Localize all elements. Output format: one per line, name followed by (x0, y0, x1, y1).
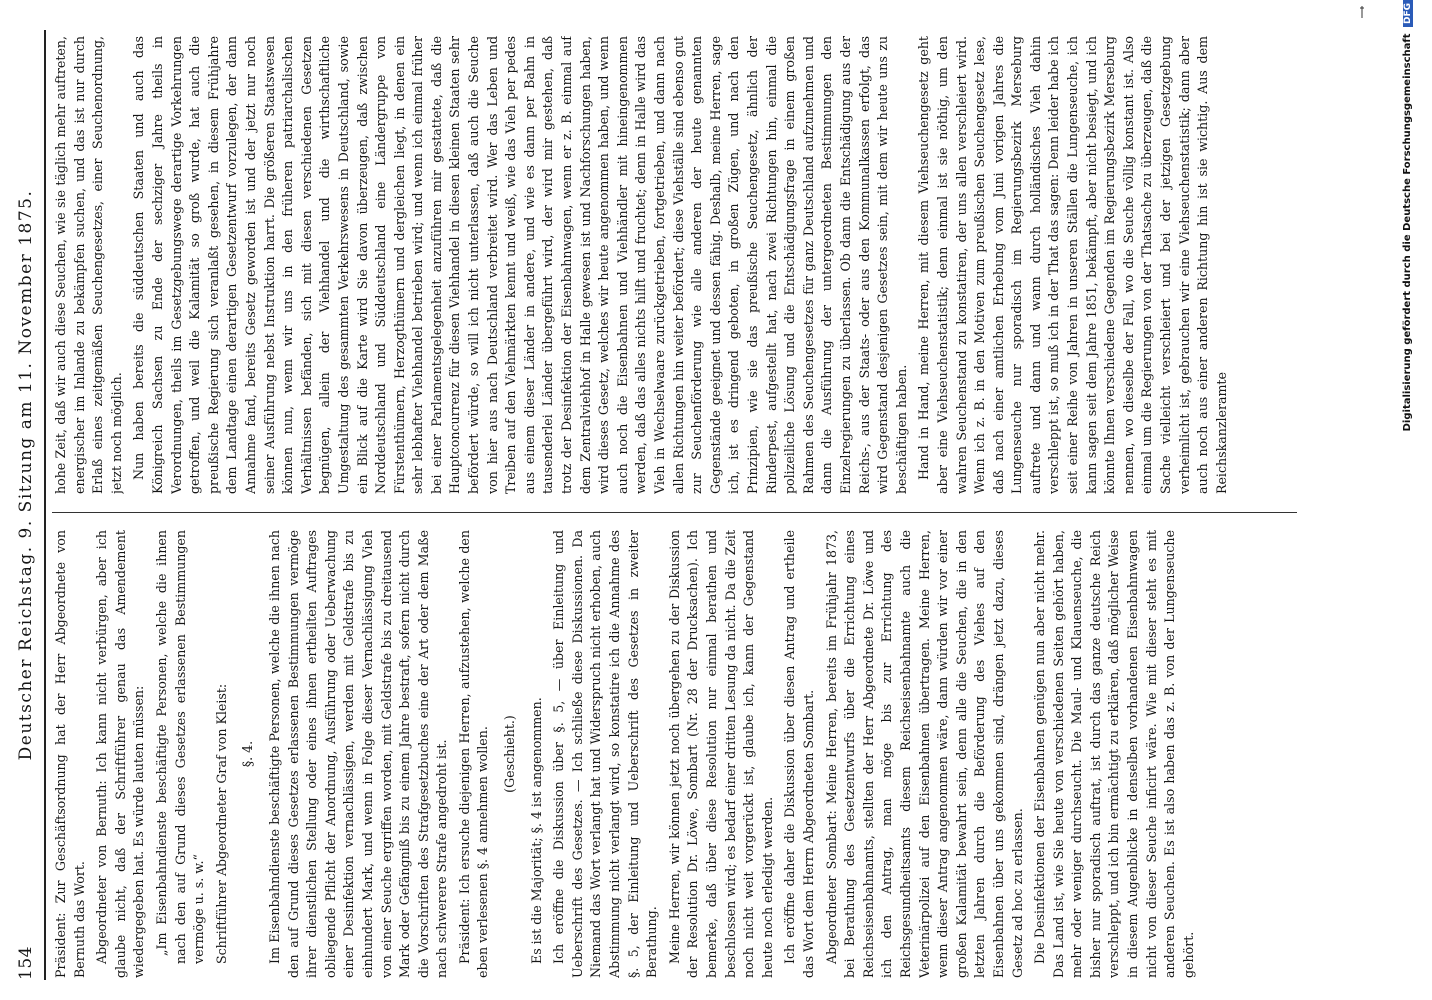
paragraph: Im Eisenbahndienste beschäftigte Personen, welche die ihnen nach den auf Grund dieses Gesetzes erlassenen Bestimmungen vermöge ihrer dienstlichen Stellung oder eines ihnen ertheilten Auftrages obliegende Pflicht der Anordnung, Ausführung oder Ueberwachung einer Desinfektion vernachlässigen, werden mit Geldstrafe bis zu einhundert Mark, und wenn in Folge dieser Vernachlässigung Vieh von einer Seuche ergriffen worden, mit Geldstrafe bis zu dreitausend Mark oder Gefängniß bis zu einem Jahre bestraft, sofern nicht durch die Vorschriften des Strafgesetzbuches eine der Art oder dem Maße nach schwerere Strafe angedroht ist. (266, 530, 450, 978)
paragraph: Hand in Hand, meine Herren, mit diesem Viehseuchengesetz geht aber eine Viehseuchenstatistik; denn einmal ist sie nöthig, um den wahren Seuchenstand zu konstatiren, der uns allen verschleiert wird. Wenn ich z. B. in den Motiven zum preußischen Seuchengesetz lese, daß nach einer amtlichen Erhebung vom Juni vorigen Jahres die Lungenseuche nur sporadisch im Regierungsbezirk Merseburg auftrete und dann und wann durch holländisches Vieh dahin verschleppt ist, so muß ich in der That das sagen: Denn leider habe ich seit einer Reihe von Jahren in unseren Ställen die Lungenseuche, ich kann sagen seit dem Jahre 1851, bekämpft, aber nicht besiegt, und ich könnte Ihnen verschiedene Gegenden im Regierungsbezirk Merseburg nennen, wo dieselbe der Fall, wo die Seuche völlig konstant ist. Also einmal um die Regierungen von der Thatsache zu überzeugen, daß die Sache vielleicht verschleiert und bei der jetzigen Gesetzgebung verheimlicht ist, gebrauchen wir eine Viehseuchenstatistik; dann aber auch noch aus einer anderen Richtung hin ist sie wichtig. Aus dem Reichskanzleramte (916, 36, 1229, 494)
paragraph: Die Desinfektionen der Eisenbahnen genügen nun aber nicht mehr. Das Land ist, wie Sie heute von verschiedenen Seiten gehört haben, mehr oder weniger durchseucht. Die Maul- und Klauenseuche, die bisher nur sporadisch auftrat, ist durch das ganze deutsche Reich verschleppt, und ich bin ermächtigt zu erklären, daß möglicher Weise in diesem Augenblicke in denselben vorhandenen Eisenbahnwagen nicht von dieser Seuche inficirt wäre. Wie mit dieser steht es mit anderen Seuchen. Es ist also haben das z. B. von der Lungenseuche gehört. (1032, 530, 1196, 978)
right-text-column (52, 36, 1297, 494)
running-header (8, 30, 42, 980)
digitization-footer (1402, 0, 1424, 1000)
quoted-amendment: „Im Eisenbahndienste beschäftigte Personen, welche die ihnen nach den auf Grund dieses Gesetzes erlassenen Bestimmungen vermöge u. s. w.“ (153, 530, 207, 964)
column-rule (52, 512, 1297, 513)
paragraph: Ich eröffne die Diskussion über §. 5, — über Einleitung und Ueberschrift des Gesetzes. — Ich schließe diese Diskussionen. Da Niemand das Wort verlangt hat und Widerspruch nicht erhoben, auch Abstimmung nicht verlangt wird, so konstatire ich die Annahme des §. 5, der Einleitung und Ueberschrift des Gesetzes in zweiter Berathung. (551, 530, 660, 978)
stage-direction: (Geschieht.) (502, 715, 518, 793)
paragraph: Es ist die Majorität; §. 4 ist angenommen. (528, 697, 544, 964)
paragraph: Meine Herren, wir können jetzt noch übergehen zu der Diskussion der Resolution Dr. Löwe, Sombart (Nr. 28 der Drucksachen). Ich bemerke, daß über diese Resolution nur einmal berathen und beschlossen wird; es bedarf einer dritten Lesung da nicht. Da die Zeit noch nicht weit vorgerückt ist, glaube ich, kann der Gegenstand heute noch erledigt werden. (666, 530, 775, 978)
running-title: Deutscher Reichstag. 9. Sitzung am 11. November 1875. (16, 189, 36, 761)
paragraph: Präsident: Zur Geschäftsordnung hat der Herr Abgeordnete von Bernuth das Wort. (53, 530, 87, 978)
footer-text: Digitalisierung gefördert durch die Deutsche Forschungsgemeinschaft (1402, 33, 1413, 432)
paragraph: hohe Zeit, daß wir auch diese Seuchen, wie sie täglich mehr auftreten, energischer im Inlande zu bekämpfen suchen, und das ist nur durch Erlaß eines zeitgemäßen Seuchengesetzes, einer Seuchenordnung, jetzt noch möglich. (53, 36, 124, 494)
paragraph: Schriftführer Abgeordneter Graf von Kleist: (213, 683, 229, 964)
paragraph: Ich eröffne daher die Diskussion über diesen Antrag und ertheile das Wort dem Herrn Abgeordneten Sombart. (782, 530, 816, 978)
section-heading: §. 4. (240, 740, 256, 768)
header-rule (44, 30, 46, 980)
paragraph: Abgeordneter Sombart: Meine Herren, bereits im Frühjahr 1873, bei Berathung des Gesetzentwurfs über die Errichtung eines Reichseisenbahnamts, stellten der Herr Abgeordnete Dr. Löwe und ich den Antrag, man möge bis zur Errichtung des Reichsgesundheitsamts diesem Reichseisenbahnamte auch die Veterinärpolizei auf den Eisenbahnen übertragen. Meine Herren, wenn dieser Antrag angenommen wäre, dann würden wir vor einer großen Kalamität bewahrt sein, denn alle die Seuchen, die in den letzten Jahren durch die Beförderung des Viehes auf den Eisenbahnen über uns gekommen sind, drängen jetzt dazu, dieses Gesetz ad hoc zu erlassen. (823, 530, 1025, 978)
paragraph: Präsident: Ich ersuche diejenigen Herren, aufzustehen, welche den eben verlesenen §. 4 annehmen wollen. (456, 530, 491, 978)
dfg-badge: DFG (1403, 0, 1413, 27)
page-number: 154 (16, 946, 36, 980)
paragraph: Abgeordneter von Bernuth: Ich kann nicht verbürgen, aber ich glaube nicht, daß der Schriftführer genau das Amendement wiedergegeben hat. Es würde lauten müssen: (94, 530, 147, 978)
paragraph: Nun haben bereits die süddeutschen Staaten und auch das Königreich Sachsen zu Ende der sechziger Jahre theils in Verordnungen, theils im Gesetzgebungswege derartige Vorkehrungen getroffen, und weil die Kalamität so groß wurde, hat auch die preußische Regierung sich veranlaßt gesehen, in diesem Frühjahre dem Landtage einen derartigen Gesetzentwurf vorzulegen, der dann Annahme fand, bereits Gesetz geworden ist und der jetzt nur noch seiner Ausführung nebst Instruktion harrt. Die größeren Staatswesen können nun, wenn wir uns in den früheren patriarchalischen Verhältnissen befänden, sich mit diesen verschiedenen Gesetzen begnügen, allein der Viehhandel und die wirthschaftliche Umgestaltung des gesammten Verkehrswesens in Deutschland, sowie ein Blick auf die Karte wird Sie davon überzeugen, daß zwischen Norddeutschland und Süddeutschland eine Ländergruppe von Fürstenthümern, Herzogthümern und dergleichen liegt, in denen ein sehr lebhafter Viehhandel betrieben wird; und wenn ich einmal früher bei einer Parlamentsgelegenheit anzuführen mir gestattete, daß die Hauptconcurrenz für diesen Viehhandel in diesen kleinen Staaten sehr befördert würde, so will ich nicht unterlassen, daß auch die Seuche von hier aus nach Deutschland verbreitet wird. Wer das Leben und Treiben auf den Viehmärkten kennt und weiß, wie das Vieh per pedes aus einem dieser Länder in andere, und wie es dann per Bahn in tausenderlei Länder übergeführt wird, der wird mir gestehen, daß trotz der Desinfektion der Eisenbahnwagen, wenn er z. B. einmal auf dem Zentralviehhof in Halle gewesen ist und Nachforschungen haben, wird dieses Gesetz, welches wir heute angenommen haben, und wenn auch noch die Eisenbahnen und Viehhändler mit hineingenommen werden, daß das alles nichts hilft und fruchtet; denn in Halle wird das Vieh in Wechselwaare zurückgetrieben, fortgetrieben, und dann nach allen Richtungen hin weiter befördert; diese Viehställe sind ebenso gut zur Seuchenförderung wie alle anderen der heute genannten Gegenstände geeignet und dessen fähig. Deshalb, meine Herren, sage ich, ist es dringend geboten, in großen Zügen, und nach den Prinzipien, wie sie das preußische Seuchengesetz, ähnlich der Rinderpest, aufgestellt hat, nach zwei Richtungen hin, einmal die polizeiliche Lösung und die Entschädigungsfrage in einem großen Rahmen des Seuchengesetzes für ganz Deutschland aufzunehmen und dann die Ausführung der untergeordneten Bestimmungen den Einzelregierungen zu überlassen. Ob dann die Entschädigung aus der Reichs-, aus der Staats- oder aus den Kommunalkassen erfolgt, das wird Gegenstand desjenigen Gesetzes sein, mit dem wir heute uns zu beschäftigen haben. (131, 36, 909, 494)
scan-corner-mark (1358, 4, 1366, 18)
left-text-column (52, 530, 1297, 978)
